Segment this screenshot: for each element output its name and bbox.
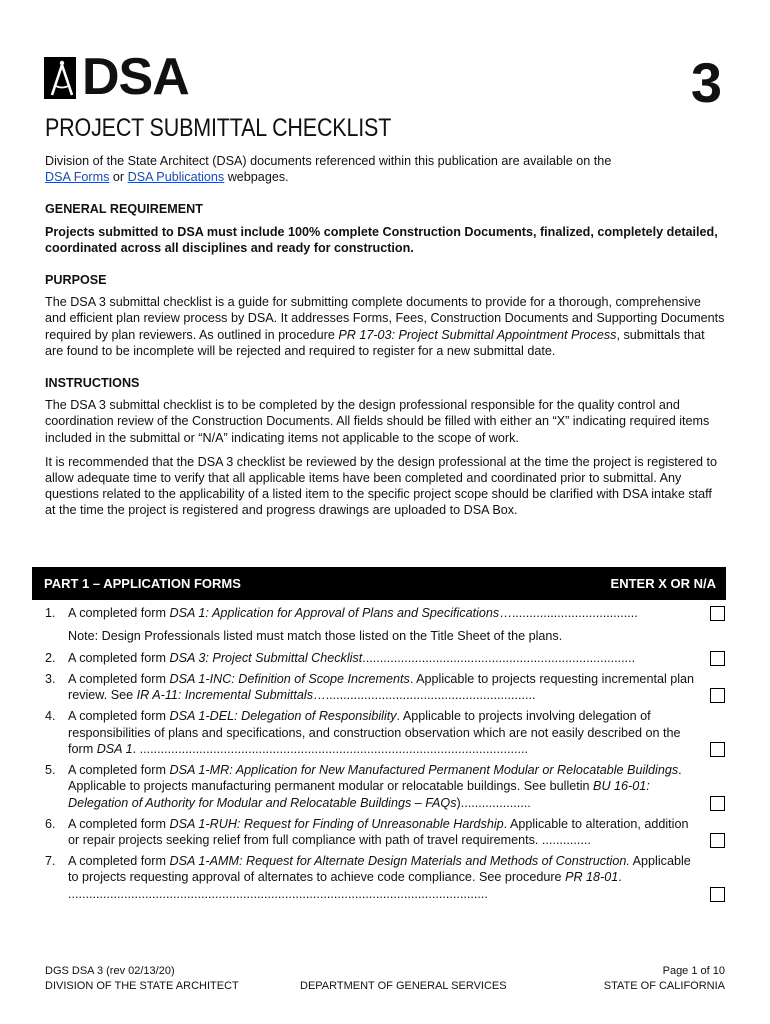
item-text: A completed form — [68, 708, 170, 723]
instructions-p1: The DSA 3 submittal checklist is to be completed by the design professional responsible for the quality control and coordination review of the Construction Documents. All fields should be filled with either an “X” indicating required items included in the submittal or “N/A” indicating items not applicable to the scope of work. — [45, 398, 710, 445]
compass-logo-icon — [44, 57, 82, 99]
list-item — [45, 650, 725, 667]
item-form-name: DSA 1-RUH: Request for Finding of Unreasonable Hardship — [169, 816, 504, 831]
part1-heading: PART 1 – APPLICATION FORMS — [44, 576, 241, 591]
list-item — [45, 708, 725, 758]
part1-header-bar — [32, 567, 726, 600]
list-item — [45, 671, 725, 704]
purpose-text-ref: PR 17-03: Project Submittal Appointment Process — [338, 327, 617, 342]
page-title: PROJECT SUBMITTAL CHECKLIST — [45, 114, 392, 142]
intro-paragraph — [45, 153, 725, 185]
item-ref: DSA 1 — [96, 742, 133, 757]
footer-state: STATE OF CALIFORNIA — [603, 980, 725, 992]
intro-text: Division of the State Architect (DSA) documents referenced within this publication are available on the — [45, 154, 612, 168]
instructions-heading: INSTRUCTIONS — [45, 376, 140, 391]
checkbox-item-2[interactable] — [710, 651, 725, 666]
list-item — [45, 762, 725, 812]
dsa-forms-link[interactable]: DSA Forms — [45, 170, 110, 185]
checkbox-item-1[interactable] — [710, 606, 725, 621]
dsa-publications-link[interactable]: DSA Publications — [127, 170, 225, 185]
item-number: 5. — [45, 762, 56, 777]
item-leader: .............................................................................. — [362, 651, 636, 666]
purpose-text-b: , submittals that are found to be incomplete will be rejected and required to register for a new submittal date. — [45, 327, 705, 358]
item-number: 4. — [45, 708, 56, 723]
item-number: 1. — [45, 606, 56, 620]
item-form-name: DSA 1-DEL: Delegation of Responsibility — [169, 708, 397, 723]
item-leader: . ............................................................................................................... — [132, 742, 529, 757]
list-item — [45, 605, 725, 622]
item-text: A completed form — [68, 671, 170, 686]
item-text: A completed form — [68, 762, 170, 777]
item-form-name: DSA 3: Project Submittal Checklist — [169, 651, 363, 666]
general-heading: GENERAL REQUIREMENT — [45, 202, 203, 217]
footer-division: DIVISION OF THE STATE ARCHITECT — [45, 980, 239, 992]
logo-text: DSA — [82, 48, 189, 106]
item-text: A completed form — [68, 853, 170, 868]
item-text: A completed form — [68, 606, 170, 620]
item-text: A completed form — [68, 816, 170, 831]
list-item — [45, 853, 725, 903]
item-ref: BU 16-01: Delegation of Authority for Modular and Relocatable Buildings – FAQs — [68, 779, 650, 810]
footer-left — [45, 964, 239, 994]
item-leader: . ........................................................................................................................ — [68, 870, 622, 901]
item-number: 6. — [45, 816, 56, 831]
intro-or: or — [109, 170, 128, 185]
checkbox-item-3[interactable] — [710, 688, 725, 703]
item-text-cont: . Applicable to projects involving delegation of responsibilities of plans and specifications, and construction observation which are not easily described on the form — [68, 708, 681, 757]
item-number: 7. — [45, 853, 56, 868]
item-form-name: DSA 1-MR: Application for New Manufactured Permanent Modular or Relocatable Buildings — [169, 762, 679, 777]
general-body: Projects submitted to DSA must include 100% complete Construction Documents, finalized, completely detailed, coordinated across all disciplines and ready for construction. — [45, 224, 718, 255]
instructions-p2: It is recommended that the DSA 3 checklist be reviewed by the design professional at the time the project is registered to allow adequate time to verify that all applicable items have been completed and coordinated prior to submittal. Any questions related to the applicability of a listed item to the specific project scope should be clarified with DSA intake staff at the time the project is registered and progress drawings are uploaded to DSA Box. — [45, 454, 718, 518]
item-text-cont: . Applicable to projects manufacturing permanent modular or relocatable buildings. See bulletin — [68, 762, 682, 794]
intro-tail: webpages. — [224, 170, 289, 185]
item-leader: ….................................... — [499, 606, 638, 620]
item-note: Note: Design Professionals listed must match those listed on the Title Sheet of the plans. — [68, 628, 563, 643]
footer-page-number: Page 1 of 10 — [662, 965, 725, 977]
footer-right — [604, 964, 725, 994]
purpose-body — [45, 294, 725, 359]
document-number: 3 — [690, 51, 722, 114]
item-leader: …............................................................ — [313, 688, 536, 703]
item-text: A completed form — [68, 651, 170, 666]
item-number: 3. — [45, 671, 56, 686]
list-item — [45, 816, 725, 849]
footer-department: DEPARTMENT OF GENERAL SERVICES — [300, 980, 507, 992]
intro-content — [45, 153, 725, 519]
checkbox-item-6[interactable] — [710, 833, 725, 848]
item-text-cont: Applicable to projects requesting approval of alternates to achieve code compliance. See procedure — [68, 853, 691, 885]
enter-x-label: ENTER X OR N/A — [610, 576, 716, 591]
item-text-cont: . Applicable to alteration, addition or repair projects seeking relief from full compliance with path of travel requirements. .............. — [68, 816, 689, 848]
item-form-name: DSA 1-AMM: Request for Alternate Design Materials and Methods of Construction. — [169, 853, 630, 868]
checkbox-item-5[interactable] — [710, 796, 725, 811]
part1-list — [45, 605, 725, 907]
checkbox-item-4[interactable] — [710, 742, 725, 757]
purpose-heading: PURPOSE — [45, 273, 107, 288]
purpose-text-a: The DSA 3 submittal checklist is a guide for submitting complete documents to provide for a thorough, comprehensive and efficient plan review process by DSA. It addresses Forms, Fees, Construction Documents and Supporting Documents required by plan reviewers. As outlined in procedure — [45, 295, 725, 342]
item-ref: IR A-11: Incremental Submittals — [136, 688, 313, 703]
item-number: 2. — [45, 651, 56, 666]
item-leader: ).................... — [456, 795, 531, 810]
checkbox-item-7[interactable] — [710, 887, 725, 902]
item-ref: PR 18-01 — [565, 870, 619, 885]
item-text-cont: . Applicable to projects requesting incremental plan review. See — [68, 671, 695, 703]
item-form-name: DSA 1-INC: Definition of Scope Increments — [169, 671, 410, 686]
footer-form-rev: DGS DSA 3 (rev 02/13/20) — [45, 965, 175, 977]
dsa-logo — [44, 48, 216, 106]
item-form-name: DSA 1: Application for Approval of Plans and Specifications — [169, 606, 500, 620]
